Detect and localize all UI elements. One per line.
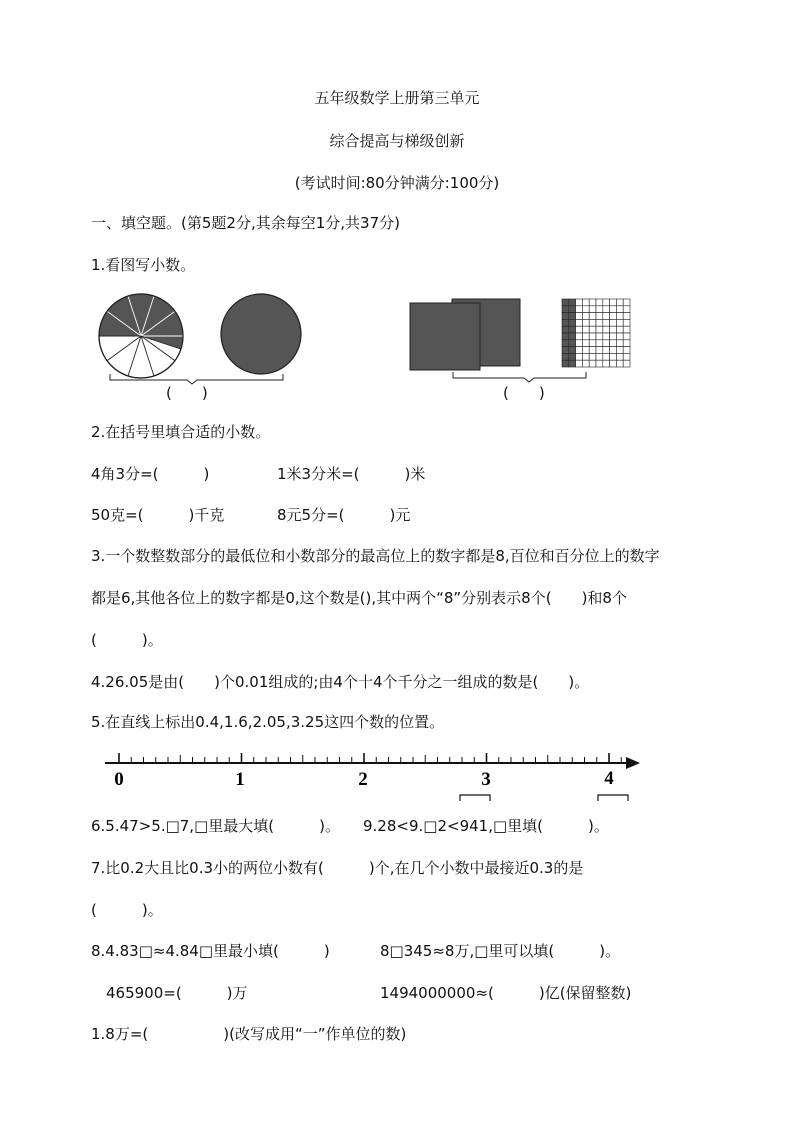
exam-info: (考试时间:80分钟满分:100分) bbox=[294, 174, 500, 192]
question-2: 2.在括号里填合适的小数。 bbox=[91, 423, 271, 441]
grid-cell bbox=[603, 326, 610, 333]
grid-cell bbox=[576, 333, 583, 340]
grid-cell bbox=[596, 326, 603, 333]
grid-cell bbox=[603, 353, 610, 360]
grid-cell bbox=[596, 299, 603, 306]
grid-cell bbox=[616, 347, 623, 354]
grid-cell bbox=[582, 333, 589, 340]
section-heading: 一、填空题。(第5题2分,其余每空1分,共37分) bbox=[91, 214, 400, 232]
grid-cell bbox=[576, 326, 583, 333]
grid-cell bbox=[616, 333, 623, 340]
grid-cell bbox=[623, 333, 630, 340]
question-8e: 1.8万=( )(改写成用“一”作单位的数) bbox=[91, 1025, 407, 1043]
grid-cell bbox=[616, 353, 623, 360]
number-line-ticks bbox=[119, 753, 621, 763]
grid-cell bbox=[589, 313, 596, 320]
grid-cell bbox=[610, 306, 617, 313]
question-7-line1: 7.比0.2大且比0.3小的两位小数有( )个,在几个小数中最接近0.3的是 bbox=[91, 859, 584, 877]
grid-cell bbox=[569, 340, 576, 347]
grid-cell bbox=[582, 299, 589, 306]
grid-cell bbox=[589, 347, 596, 354]
question-6b: 9.28<9.□2<941,□里填( )。 bbox=[363, 817, 609, 835]
question-8d: 1494000000≈( )亿(保留整数) bbox=[380, 984, 632, 1002]
grid-cell bbox=[589, 326, 596, 333]
question-8a: 8.4.83□≈4.84□里最小填( ) bbox=[91, 942, 330, 960]
grid-cell bbox=[623, 360, 630, 367]
question-2d: 8元5分=( )元 bbox=[277, 506, 411, 524]
grid-cell bbox=[582, 353, 589, 360]
question-6a: 6.5.47>5.□7,□里最大填( )。 bbox=[91, 817, 340, 835]
grid-cell bbox=[623, 340, 630, 347]
grid-cell bbox=[603, 319, 610, 326]
question-2c: 50克=( )千克 bbox=[91, 506, 225, 524]
grid-cell bbox=[582, 340, 589, 347]
grid-cell bbox=[610, 299, 617, 306]
grid-cell bbox=[610, 319, 617, 326]
circle-full bbox=[221, 294, 301, 374]
number-line bbox=[100, 745, 645, 805]
grid-cell bbox=[623, 353, 630, 360]
grid-cell bbox=[616, 306, 623, 313]
tick-label-1: 1 bbox=[235, 769, 245, 790]
grid-cell bbox=[576, 319, 583, 326]
grid-cell bbox=[562, 326, 569, 333]
grid-cell bbox=[582, 319, 589, 326]
grid-cell bbox=[569, 360, 576, 367]
grid-cell bbox=[569, 319, 576, 326]
grid-cell bbox=[562, 347, 569, 354]
grid-cell bbox=[603, 299, 610, 306]
square-front bbox=[410, 303, 480, 370]
grid-cell bbox=[603, 360, 610, 367]
grid-cell bbox=[596, 347, 603, 354]
grid-cell bbox=[610, 340, 617, 347]
grid-cell bbox=[610, 360, 617, 367]
page-subtitle: 综合提高与梯级创新 bbox=[329, 132, 465, 150]
fraction-squares-figure bbox=[406, 296, 636, 386]
grid-cell bbox=[610, 326, 617, 333]
grid-cell bbox=[596, 360, 603, 367]
tick-label-0: 0 bbox=[114, 769, 124, 790]
question-3-line2: 都是6,其他各位上的数字都是0,这个数是(),其中两个“8”分别表示8个( )和8个 bbox=[91, 589, 627, 607]
grid-cell bbox=[596, 333, 603, 340]
grid-cell bbox=[569, 353, 576, 360]
bracket-mark-4 bbox=[598, 795, 628, 801]
grid-cell bbox=[582, 326, 589, 333]
grid-cell bbox=[596, 319, 603, 326]
grid-cell bbox=[589, 360, 596, 367]
grid-cell bbox=[623, 319, 630, 326]
grid-cell bbox=[623, 306, 630, 313]
grid-cell bbox=[623, 347, 630, 354]
grid-cell bbox=[589, 299, 596, 306]
grid-cell bbox=[569, 306, 576, 313]
answer-bracket-1: ( ) bbox=[166, 384, 208, 402]
grid-cell bbox=[562, 353, 569, 360]
grid-cell bbox=[610, 313, 617, 320]
grid-cell bbox=[610, 353, 617, 360]
question-2a: 4角3分=( ) bbox=[91, 465, 210, 483]
grid-cell bbox=[562, 306, 569, 313]
question-4: 4.26.05是由( )个0.01组成的;由4个十4个千分之一组成的数是( )。 bbox=[91, 673, 590, 691]
grid-cell bbox=[596, 353, 603, 360]
grid-cell bbox=[596, 306, 603, 313]
grid-cell bbox=[562, 313, 569, 320]
fraction-circles-figure bbox=[95, 296, 295, 386]
grid-cell bbox=[576, 313, 583, 320]
grid-cell bbox=[623, 299, 630, 306]
grid-cell bbox=[576, 347, 583, 354]
grid-cell bbox=[623, 313, 630, 320]
question-1: 1.看图写小数。 bbox=[91, 256, 196, 274]
grid-cell bbox=[589, 340, 596, 347]
grid-cell bbox=[576, 340, 583, 347]
grid-cell bbox=[589, 353, 596, 360]
grid-cell bbox=[603, 306, 610, 313]
grid-cell bbox=[582, 313, 589, 320]
grid-cell bbox=[596, 340, 603, 347]
grid-cell bbox=[589, 306, 596, 313]
grid-cell bbox=[582, 347, 589, 354]
grid-cell bbox=[623, 326, 630, 333]
grid-cell bbox=[616, 319, 623, 326]
grid-cell bbox=[562, 360, 569, 367]
question-7-line2: ( )。 bbox=[91, 901, 163, 919]
grid-cell bbox=[562, 340, 569, 347]
question-2b: 1米3分米=( )米 bbox=[277, 465, 426, 483]
page-title: 五年级数学上册第三单元 bbox=[314, 89, 480, 107]
grid-cell bbox=[616, 340, 623, 347]
circle-partial bbox=[99, 294, 183, 378]
grid-cell bbox=[603, 313, 610, 320]
tick-label-4: 4 bbox=[604, 768, 614, 789]
grid-cell bbox=[610, 333, 617, 340]
grid-cell bbox=[582, 360, 589, 367]
grid-cell bbox=[610, 347, 617, 354]
question-3-line3: ( )。 bbox=[91, 631, 163, 649]
grid-cell bbox=[589, 333, 596, 340]
grid-cell bbox=[562, 319, 569, 326]
grid-cell bbox=[603, 333, 610, 340]
grid-cell bbox=[562, 299, 569, 306]
grid-cell bbox=[589, 319, 596, 326]
tick-label-3: 3 bbox=[481, 769, 491, 790]
question-8b: 8□345≈8万,□里可以填( )。 bbox=[380, 942, 621, 960]
grid-cell bbox=[576, 306, 583, 313]
grid-cell bbox=[569, 326, 576, 333]
hundred-grid bbox=[562, 299, 630, 367]
grid-cell bbox=[616, 326, 623, 333]
tick-label-2: 2 bbox=[358, 769, 368, 790]
grid-cell bbox=[576, 353, 583, 360]
grid-cell bbox=[603, 347, 610, 354]
question-3-line1: 3.一个数整数部分的最低位和小数部分的最高位上的数字都是8,百位和百分位上的数字 bbox=[91, 547, 660, 565]
question-8c: 465900=( )万 bbox=[106, 984, 248, 1002]
grid-cell bbox=[569, 313, 576, 320]
brace-right bbox=[453, 372, 586, 382]
grid-cell bbox=[603, 340, 610, 347]
grid-cell bbox=[576, 299, 583, 306]
grid-cell bbox=[569, 347, 576, 354]
answer-bracket-2: ( ) bbox=[503, 384, 545, 402]
question-5: 5.在直线上标出0.4,1.6,2.05,3.25这四个数的位置。 bbox=[91, 713, 445, 731]
grid-cell bbox=[616, 299, 623, 306]
grid-cell bbox=[562, 333, 569, 340]
number-line-arrow bbox=[626, 757, 640, 769]
bracket-mark-3 bbox=[460, 795, 490, 801]
grid-cell bbox=[569, 299, 576, 306]
grid-cell bbox=[576, 360, 583, 367]
grid-cell bbox=[616, 313, 623, 320]
grid-cell bbox=[569, 333, 576, 340]
grid-cell bbox=[596, 313, 603, 320]
grid-cell bbox=[616, 360, 623, 367]
grid-cell bbox=[582, 306, 589, 313]
